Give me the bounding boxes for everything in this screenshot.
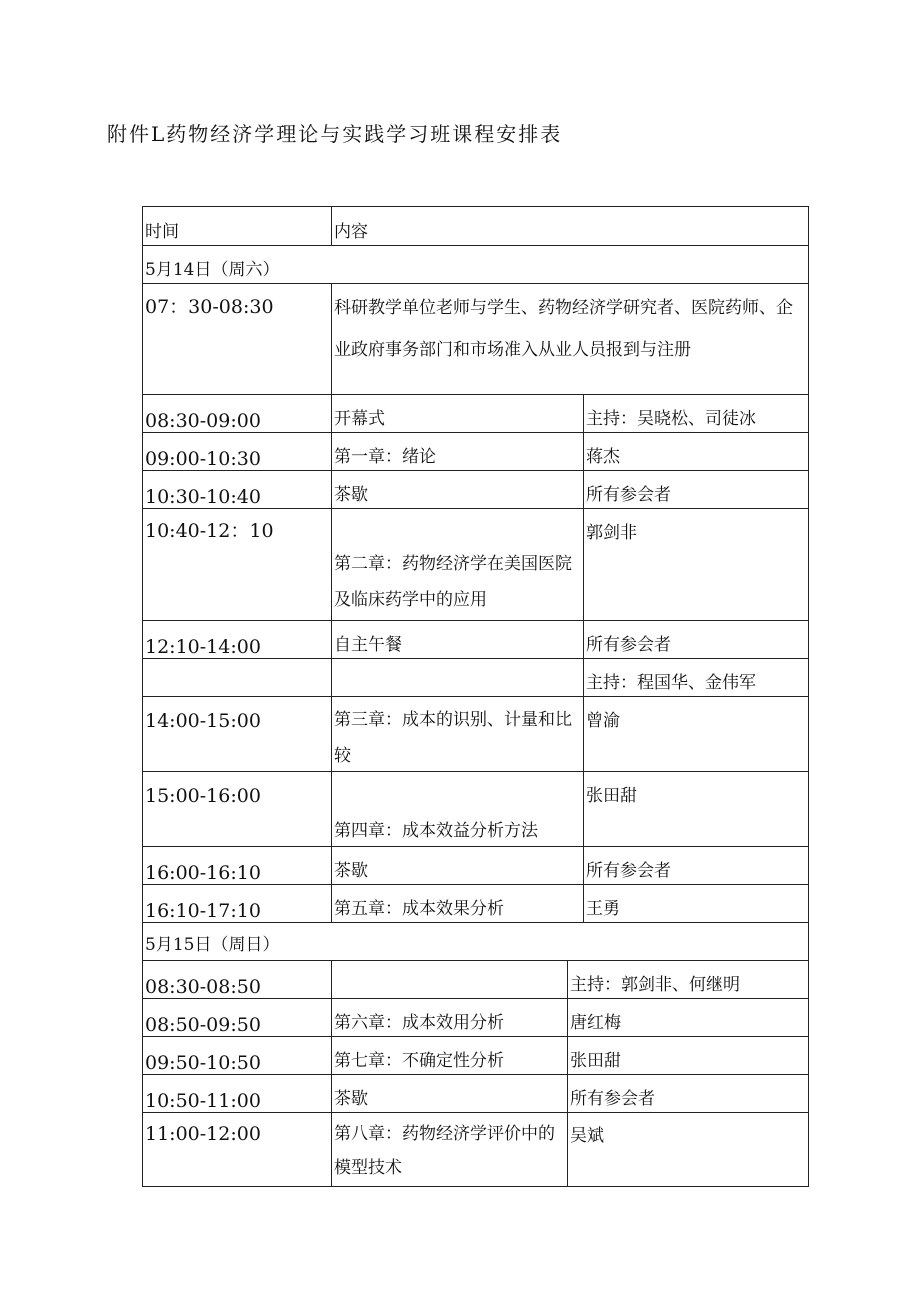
day1-label: 5月14日（周六）	[145, 260, 280, 280]
day1-row2-content: 开幕式	[334, 409, 385, 429]
header-content: 内容	[334, 222, 368, 242]
day1-row9-time: 15:00-16:00	[145, 785, 261, 807]
day1-row7-person: 主持：程国华、金伟军	[586, 673, 756, 693]
day2-row3-person: 张田甜	[570, 1051, 621, 1071]
day2-row2-content: 第六章：成本效用分析	[334, 1013, 504, 1033]
day2-row5-content: 第八章：药物经济学评价中的模型技术	[334, 1124, 555, 1178]
day1-row3-content: 第一章：绪论	[334, 447, 436, 467]
day1-row2-time: 08:30-09:00	[145, 410, 261, 432]
day1-row3-time: 09:00-10:30	[145, 448, 261, 470]
day1-row4-time: 10:30-10:40	[145, 486, 261, 508]
day1-row9-content: 第四章：成本效益分析方法	[334, 821, 538, 841]
day1-row4-person: 所有参会者	[586, 485, 671, 505]
day1-row8-content: 第三章：成本的识别、计量和比较	[334, 710, 572, 766]
day1-row7-content	[332, 664, 583, 696]
day1-row10-time: 16:00-16:10	[145, 862, 261, 884]
day1-row11-time: 16:10-17:10	[145, 900, 261, 922]
day1-row11-person: 王勇	[586, 899, 620, 919]
day1-row1-time: 07：30-08:30	[145, 296, 274, 318]
header-time: 时间	[145, 222, 179, 242]
day2-row4-time: 10:50-11:00	[145, 1090, 261, 1112]
day1-row9-person: 张田甜	[586, 786, 637, 806]
day1-row6-content: 自主午餐	[334, 635, 402, 655]
day2-row4-person: 所有参会者	[570, 1089, 655, 1109]
day2-row2-person: 唐红梅	[570, 1013, 621, 1033]
day1-row10-person: 所有参会者	[586, 861, 671, 881]
day2-row5-time: 11:00-12:00	[145, 1123, 261, 1145]
day2-row1-time: 08:30-08:50	[145, 976, 261, 998]
day2-row3-content: 第七章：不确定性分析	[334, 1051, 504, 1071]
schedule-table	[142, 206, 809, 1187]
day1-row11-content: 第五章：成本效果分析	[334, 899, 504, 919]
day1-row8-time: 14:00-15:00	[145, 710, 261, 732]
day1-row8-person: 曾渝	[586, 711, 620, 731]
day2-row5-person: 吴斌	[570, 1126, 604, 1146]
day1-row5-person: 郭剑非	[586, 523, 637, 543]
day2-row2-time: 08:50-09:50	[145, 1014, 261, 1036]
day2-row4-content: 茶歇	[334, 1089, 368, 1109]
page-title: 附件L药物经济学理论与实践学习班课程安排表	[107, 122, 563, 146]
day2-row3-time: 09:50-10:50	[145, 1052, 261, 1074]
day1-row7-time	[143, 666, 331, 696]
day1-row1-content: 科研教学单位老师与学生、药物经济学研究者、医院药师、企业政府事务部门和市场准入从业人员报到与注册	[334, 298, 793, 360]
day2-row1-person: 主持：郭剑非、何继明	[570, 975, 740, 995]
day2-row1-content	[332, 966, 567, 998]
day1-row5-time: 10:40-12：10	[145, 520, 274, 542]
day1-row6-time: 12:10-14:00	[145, 636, 261, 658]
day1-row4-content: 茶歇	[334, 485, 368, 505]
day1-row10-content: 茶歇	[334, 861, 368, 881]
day1-row6-person: 所有参会者	[586, 635, 671, 655]
day1-row5-content: 第二章：药物经济学在美国医院及临床药学中的应用	[334, 554, 572, 610]
day1-row3-person: 蒋杰	[586, 447, 620, 467]
day2-label: 5月15日（周日）	[145, 935, 280, 955]
day1-row2-person: 主持：吴晓松、司徒冰	[586, 409, 756, 429]
